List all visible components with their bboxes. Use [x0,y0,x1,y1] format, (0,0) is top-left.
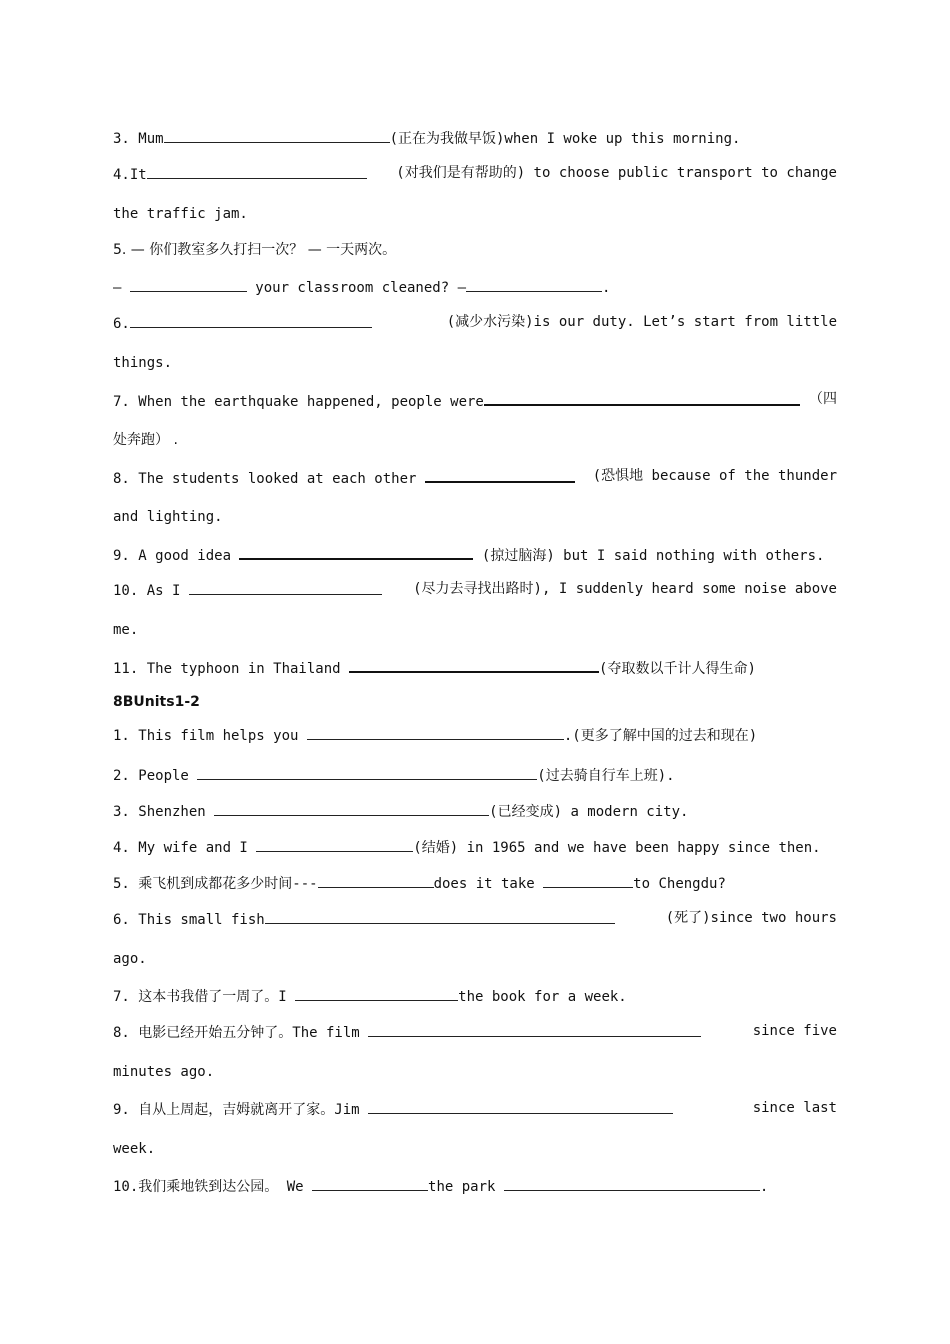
answer-blank[interactable] [239,544,473,560]
u12-item-8-cont: minutes ago. [113,1064,215,1080]
u12-item-6: 6. This small fish (死了)since two hours [113,910,837,928]
answer-blank[interactable] [265,909,615,924]
answer-blank[interactable] [295,986,458,1001]
item-8-cont: and lighting. [113,509,223,525]
u12-item-7: 7. 这本书我借了一周了。I the book for a week. [113,986,837,1006]
u12-item-8: 8. 电影已经开始五分钟了。The film since five [113,1023,837,1041]
answer-blank[interactable] [318,873,434,888]
answer-blank[interactable] [130,313,372,328]
answer-blank[interactable] [197,765,537,780]
item-4-cont: the traffic jam. [113,206,248,222]
answer-blank[interactable] [130,277,247,292]
u12-item-10: 10.我们乘地铁到达公园。 We the park . [113,1176,837,1196]
section-title: 8BUnits1-2 [113,694,200,710]
item-6-cont: things. [113,355,173,371]
u12-item-5: 5. 乘飞机到成都花多少时间--- does it take to Chengdu? [113,873,837,893]
item-4: 4.It (对我们是有帮助的) to choose public transport to change [113,165,837,183]
answer-blank[interactable] [484,390,800,406]
answer-blank[interactable] [368,1099,673,1114]
answer-blank[interactable] [466,277,602,292]
item-11: 11. The typhoon in Thailand (夺取数以千计人得生命) [113,657,837,678]
u12-item-6-cont: ago. [113,951,147,967]
item-10-cont: me. [113,622,139,638]
item-5-answer: — your classroom cleaned? — . [113,277,837,297]
item-9: 9. A good idea (掠过脑海) but I said nothing with others. [113,544,837,565]
answer-blank[interactable] [312,1176,428,1191]
answer-blank[interactable] [214,801,489,816]
answer-blank[interactable] [307,725,564,740]
item-7-cont: 处奔跑） . [113,432,178,448]
u12-item-4: 4. My wife and I (结婚) in 1965 and we have been happy since then. [113,837,837,857]
u12-item-3: 3. Shenzhen (已经变成) a modern city. [113,801,837,821]
item-8: 8. The students looked at each other (恐惧地 because of the thunder [113,468,837,487]
answer-blank[interactable] [425,467,575,483]
item-10: 10. As I (尽力去寻找出路时), I suddenly heard some noise above [113,581,837,599]
answer-blank[interactable] [504,1176,760,1191]
answer-blank[interactable] [349,657,599,673]
item-5: 5. — 你们教室多久打扫一次？ — 一天两次。 [113,242,397,258]
item-3: 3. Mum (正在为我做早饭)when I woke up this morning. [113,128,837,148]
u12-item-9-cont: week. [113,1141,156,1157]
answer-blank[interactable] [164,128,390,143]
answer-blank[interactable] [543,873,633,888]
u12-item-1: 1. This film helps you .(更多了解中国的过去和现在) [113,725,837,745]
u12-item-9: 9. 自从上周起，吉姆就离开了家。Jim since last [113,1100,837,1118]
item-6: 6. (减少水污染)is our duty. Let’s start from little [113,314,837,332]
answer-blank[interactable] [256,837,413,852]
item-7: 7. When the earthquake happened, people were （四 [113,391,837,410]
answer-blank[interactable] [147,164,367,179]
answer-blank[interactable] [368,1022,701,1037]
answer-blank[interactable] [189,580,382,595]
u12-item-2: 2. People (过去骑自行车上班). [113,765,837,785]
